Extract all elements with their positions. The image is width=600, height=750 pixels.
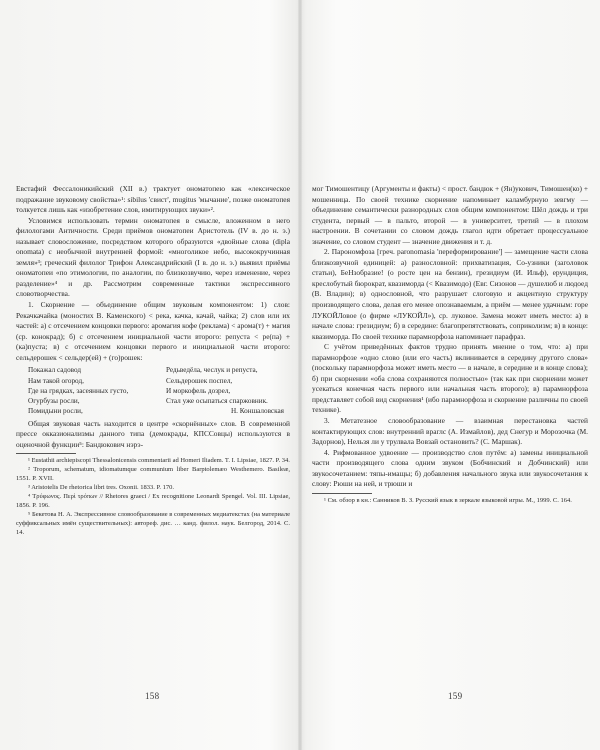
poem-line: Сельдерошек поспел, [166,376,233,385]
right-paragraph-3: С учётом приведённых фактов трудно принять мнение о том, что: а) при парамнорфозе «одно слово (или его часть) вклинивается в середину другого слова» (поскольку парамнорфоза может иметь место — в начале, в середине и в конце слова); б) при скорнении «оба слова сохраняются полностью» (так как при скорнении может усекаться конечная часть первого или начальная часть второго); в) парамнорфоза представляет собой вид скорнения¹ (ибо парамнорфоза и скорнение различны по своей технике). [312,342,588,415]
left-paragraph-2: Условимся использовать термин ономатопея в смысле, вложенном в него филологами Античности. Среди приёмов ономатопеи Аристотель (IV в. до н. э.) называет словосложение, посредством которого образуются «двойные слова (diplа onomata) с необычной внутренней формой: «многоликое небо, высококручинная земля»³; греческий филолог Трифон Александрийский (I в. до н. э.) выявил приёмы ономатопеи «по этимологии, по аналогии, по близкозвучию, через изменение, через разделение»⁴ и др. Рассмотрим современные тактики экспрессивного словотворчества. [16,215,290,299]
left-text-block [16,184,290,538]
poem-line: Стал уже осыпаться спаржовник. [166,397,268,406]
poem-left-column [28,365,128,416]
right-paragraph-1: мог Тимошентицу (Аргументы и факты) < прост. бандюк + (Ян)укович, Тимошен(ко) + мошенница. По своей технике скорнение напоминает каламбурную зевгму — объединение семантически разнородных слов общим компонентом: Шёл дождь и три студента, первый — в пальто, второй — в университет, третий — в плохом настроении. В сочетании со словом дождь глагол идти обретает процессуальное значение, со словом студент — значение движения и т. д. [312,184,588,246]
footnote: ¹ См. обзор в кн.: Санников В. З. Русский язык в зеркале языковой игры. М., 1999. С. 164. [324,496,572,504]
footnote-rule [16,453,76,454]
page-number-right: 159 [448,691,463,701]
right-paragraph-4: 3. Метатезное словообразование — взаимная перестановка частей контактирующих слов: внутренний враглс (А. Измайлов), дед Снегур и Морозочка (М. Задорнов), Нельзя ли у трулвала Вовзай остановить? (С. Маршак). [312,416,588,447]
right-paragraph-2: 2. Парономфоза [греч. paronomasia 'переформирование'] — замещение части слова близкозвучной единицей: а) разнословной: прихватизация, Со-узники (заголовок статьи), БеНзобразие! (о росте цен на бензин), грезидиум (И. Ильф), ерундиция, креслобутый бюрократ, квазимордa (< Квазимодо) (Евг. Сизонов — душелюб и людоед (В. Владин); в) однословной, что разрушает слоговую и акцентную структуру производящего слова, делая его менее опознаваемым, а приём — менее удачным: горе ЛУКОЙЛовое (о фирме «ЛУКОЙЛ»), ср. луковое. Замена может иметь место: а) в начале слова: грезидиум; б) в середине: благопрепятствовать, соприколизм; в) в конце: квазимордa. По своей технике парамнорфоза напоминает парафраз. [312,247,588,341]
poem-line: И моркофель дозрел, [166,386,231,395]
left-paragraph-after-verse: Общая звуковая часть находится в центре «скорнённых» слов. В современной прессе окказионализмы данного типа (демокрады, КПССовцы) используются в оценочной функции⁵: Бандюкович нэрэ- [16,418,290,449]
footnote: ¹ Eustathii archiepiscopi Thessalonicensis commentarii ad Homeri Iliadem. T. I. Lipsiae, 1827. P. 34. [28,457,290,465]
poem-quote [16,365,290,416]
left-paragraph-3: 1. Скорнение — объединение общим звуковым компонентом: 1) слов: Рекачкачайка (моностих В. Каменского) < река, качка, качай, чайка; 2) слов или их частей: а) с отсечением концовки первого: аромагия кофе (реклама) < арома(т) + магия (ср. конокрад); б) с отсечением инициальной части второго: репуста < ре(па) + (ка)пуста; в) с отсечением концовки первого и инициальной части второго: сельдерошек < сельдер(ей) + (го)рошек: [16,300,290,362]
poem-line: Где на грядках, засеянных густо, [28,386,129,395]
poem-line: Покажал садовод [28,366,82,375]
right-page [302,0,600,750]
poem-signature: Н. Коншаловская [230,407,284,416]
poem-line: Редьведёла, чеслук и репуста, [166,366,258,375]
poem-line: Нам такой огород, [28,376,84,385]
footnote: ⁵ Бекетова Н. А. Экспрессивное словообразование в современных медиатекстах (на материале суффиксальных имён существительных): автореф. дис. … канд. филол. наук. Белгород, 2014. С. 14. [16,510,290,536]
footnote: ⁴ Τρύφωνος. Περὶ τρόπων // Rhetores graeci / Ex recognitione Leonardi Spengel. Vol. III. Lipsiae, 1856. P. 196. [16,493,290,509]
poem-line: Помидыни росли, [28,407,83,416]
poem-right-column [166,365,284,416]
right-text-block [312,184,588,506]
left-page [0,0,298,750]
right-paragraph-5: 4. Рифмованное удвоение — производство слов путём: а) замены инициальной части производящего слова одним звуком (Бобчинский и Добчинский) или звукосочетанием: тяпы-имащы; б) добавления начального звука или звукосочетания к слову: Рюши на ней, и трюши и [312,447,588,489]
page-number-left: 158 [145,691,160,701]
footnote-rule [312,493,372,494]
poem-line: Огурбузы росли, [28,397,80,406]
left-paragraph-1: Евстафий Фессалоникийский (XII в.) трактует ономатопею как «лексическое подражание звуковому свойства»¹: sibilus 'свист', mugitus 'мычание', позже ономатопея толкуется лишь как «изобретение слов, имитирующих звуки»². [16,184,290,215]
footnote: ³ Aristotelis De rhetorica libri tres. Oxonii. 1833. P. 170. [28,484,175,492]
footnote: ² Troporum, schematum, idiomatumque communium liber Barptolemæo Westhemero. Basileæ, 1551. P. XVII. [16,466,290,483]
